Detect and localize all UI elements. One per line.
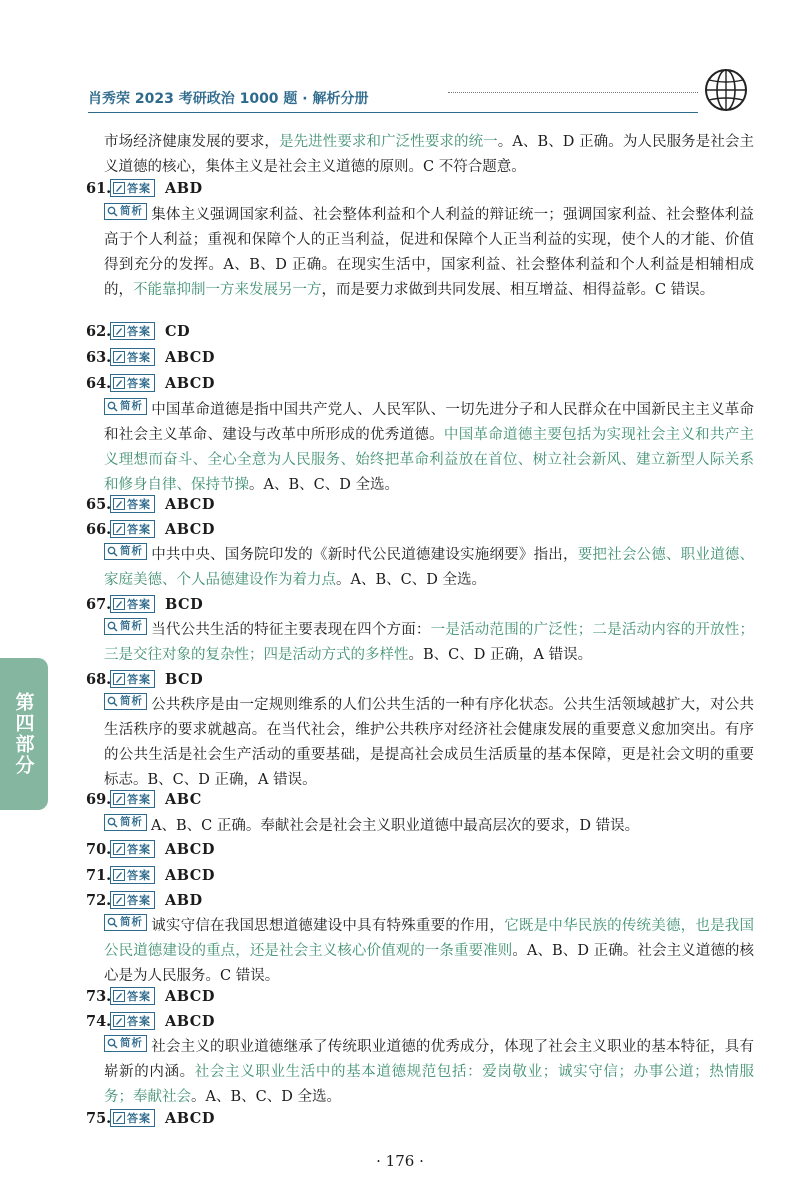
answer-row-69: 69. 答案 ABC xyxy=(86,790,202,808)
answer-tag: 答案 xyxy=(110,866,155,884)
pencil-icon xyxy=(113,598,125,610)
pencil-icon xyxy=(113,990,125,1002)
magnifier-icon xyxy=(107,917,118,928)
page-number: · 176 · xyxy=(376,1152,424,1170)
analysis-74: 简析 社会主义的职业道德继承了传统职业道德的优秀成分，体现了社会主义职业的基本特征，具有崭新的内涵。社会主义职业生活中的基本道德规范包括：爱岗敬业；诚实守信；办事公道；热情服务；奉献社会。A、B、C、D 全选。 xyxy=(104,1037,755,1105)
analysis-67: 简析 当代公共生活的特征主要表现在四个方面：一是活动范围的广泛性；二是活动内容的开放性；三是交往对象的复杂性；四是活动方式的多样性。B、C、D 正确，A 错误。 xyxy=(104,620,755,663)
analysis-64: 简析 中国革命道德是指中国共产党人、人民军队、一切先进分子和人民群众在中国新民主主义革命和社会主义革命、建设与改革中所形成的优秀道德。中国革命道德主要包括为实现社会主义和共产主义理想而奋斗、全心全意为人民服务、始终把革命利益放在首位、树立社会新风、建立新型人际关系和修身自律、保持节操。A、B、C、D 全选。 xyxy=(104,400,755,493)
answer-value: ABCD xyxy=(165,987,215,1005)
answer-tag: 答案 xyxy=(110,322,155,340)
pencil-icon xyxy=(113,793,125,805)
magnifier-icon xyxy=(107,1038,118,1049)
answer-tag: 答案 xyxy=(110,1012,155,1030)
answer-value: ABCD xyxy=(165,840,215,858)
magnifier-icon xyxy=(107,401,118,412)
answer-value: ABD xyxy=(165,891,203,909)
pencil-icon xyxy=(113,377,125,389)
answer-value: CD xyxy=(165,322,191,340)
answer-tag: 答案 xyxy=(110,1109,155,1127)
answer-tag: 答案 xyxy=(110,495,155,513)
pencil-icon xyxy=(113,325,125,337)
answer-row-71: 71. 答案 ABCD xyxy=(86,866,215,884)
answer-tag: 答案 xyxy=(110,520,155,538)
answer-tag: 答案 xyxy=(110,374,155,392)
answer-value: ABCD xyxy=(165,348,215,366)
analysis-tag: 简析 xyxy=(104,398,147,415)
magnifier-icon xyxy=(107,546,118,557)
answer-value: ABD xyxy=(165,179,203,197)
analysis-tag: 简析 xyxy=(104,618,147,635)
pencil-icon xyxy=(113,182,125,194)
pencil-icon xyxy=(113,351,125,363)
answer-row-62: 62. 答案 CD xyxy=(86,322,191,340)
pencil-icon xyxy=(113,1112,125,1124)
answer-value: ABCD xyxy=(165,1012,215,1030)
answer-row-65: 65. 答案 ABCD xyxy=(86,495,215,513)
analysis-66: 简析 中共中央、国务院印发的《新时代公民道德建设实施纲要》指出，要把社会公德、职业道德、家庭美德、个人品德建设作为着力点。A、B、C、D 全选。 xyxy=(104,545,754,588)
answer-value: ABCD xyxy=(165,866,215,884)
answer-value: BCD xyxy=(165,670,204,688)
analysis-tag: 简析 xyxy=(104,543,147,560)
section-side-tab xyxy=(0,658,48,810)
answer-row-64: 64. 答案 ABCD xyxy=(86,374,215,392)
answer-value: ABCD xyxy=(165,1109,215,1127)
running-header xyxy=(88,86,698,106)
header-dotted-rule xyxy=(448,92,698,93)
answer-row-67: 67. 答案 BCD xyxy=(86,595,204,613)
continued-analysis: 市场经济健康发展的要求，是先进性要求和广泛性要求的统一。A、B、D 正确。为人民服务是社会主义道德的核心，集体主义是社会主义道德的原则。C 不符合题意。 xyxy=(104,134,754,175)
answer-row-66: 66. 答案 ABCD xyxy=(86,520,215,538)
answer-row-68: 68. 答案 BCD xyxy=(86,670,204,688)
section-side-tab-label: 第四部分 xyxy=(12,692,35,776)
header-rule xyxy=(88,112,698,113)
analysis-tag: 简析 xyxy=(104,203,147,220)
pencil-icon xyxy=(113,1015,125,1027)
answer-tag: 答案 xyxy=(110,670,155,688)
answer-row-72: 72. 答案 ABD xyxy=(86,891,203,909)
pencil-icon xyxy=(113,498,125,510)
magnifier-icon xyxy=(107,817,118,828)
answer-row-61: 61. 答案 ABD xyxy=(86,179,203,197)
magnifier-icon xyxy=(107,621,118,632)
globe-icon xyxy=(702,66,750,114)
answer-tag: 答案 xyxy=(110,595,155,613)
magnifier-icon xyxy=(107,206,118,217)
analysis-tag: 简析 xyxy=(104,814,147,831)
answer-tag: 答案 xyxy=(110,179,155,197)
analysis-tag: 简析 xyxy=(104,693,147,710)
analysis-tag: 简析 xyxy=(104,914,147,931)
answer-value: ABCD xyxy=(165,374,215,392)
answer-row-63: 63. 答案 ABCD xyxy=(86,348,215,366)
answer-tag: 答案 xyxy=(110,840,155,858)
analysis-tag: 简析 xyxy=(104,1035,147,1052)
book-title: 肖秀荣 2023 考研政治 1000 题 · 解析分册 xyxy=(88,91,369,107)
pencil-icon xyxy=(113,523,125,535)
analysis-72: 简析 诚实守信在我国思想道德建设中具有特殊重要的作用，它既是中华民族的传统美德，也是我国公民道德建设的重点，还是社会主义核心价值观的一条重要准则。A、B、D 正确。社会主义道德的核心是为人民服务。C 错误。 xyxy=(104,916,755,984)
answer-row-75: 75. 答案 ABCD xyxy=(86,1109,215,1127)
analysis-68: 简析 公共秩序是由一定规则维系的人们公共生活的一种有序化状态。公共生活领域越扩大，对公共生活秩序的要求就越高。在当代社会，维护公共秩序对经济社会健康发展的重要意义愈加突出。有序的公共生活是社会生产活动的重要基础，是提高社会成员生活质量的基本保障，更是社会文明的重要标志。B、C、D 正确，A 错误。 xyxy=(104,695,754,788)
answer-row-73: 73. 答案 ABCD xyxy=(86,987,215,1005)
answer-tag: 答案 xyxy=(110,790,155,808)
magnifier-icon xyxy=(107,696,118,707)
pencil-icon xyxy=(113,869,125,881)
answer-row-70: 70. 答案 ABCD xyxy=(86,840,215,858)
answer-tag: 答案 xyxy=(110,348,155,366)
answer-value: BCD xyxy=(165,595,204,613)
answer-tag: 答案 xyxy=(110,891,155,909)
analysis-61: 简析 集体主义强调国家利益、社会整体利益和个人利益的辩证统一；强调国家利益、社会整体利益高于个人利益；重视和保障个人的正当利益，促进和保障个人正当利益的实现，使个人的才能、价值得到充分的发挥。A、B、D 正确。在现实生活中，国家利益、社会整体利益和个人利益是相辅相成的，不能靠抑制一方来发展另一方，而是要力求做到共同发展、相互增益、相得益彰。C 错误。 xyxy=(104,205,754,298)
pencil-icon xyxy=(113,673,125,685)
pencil-icon xyxy=(113,894,125,906)
analysis-69: 简析 A、B、C 正确。奉献社会是社会主义职业道德中最高层次的要求，D 错误。 xyxy=(104,814,754,839)
answer-value: ABCD xyxy=(165,520,215,538)
answer-value: ABC xyxy=(165,790,202,808)
answer-value: ABCD xyxy=(165,495,215,513)
answer-tag: 答案 xyxy=(110,987,155,1005)
answer-row-74: 74. 答案 ABCD xyxy=(86,1012,215,1030)
pencil-icon xyxy=(113,843,125,855)
